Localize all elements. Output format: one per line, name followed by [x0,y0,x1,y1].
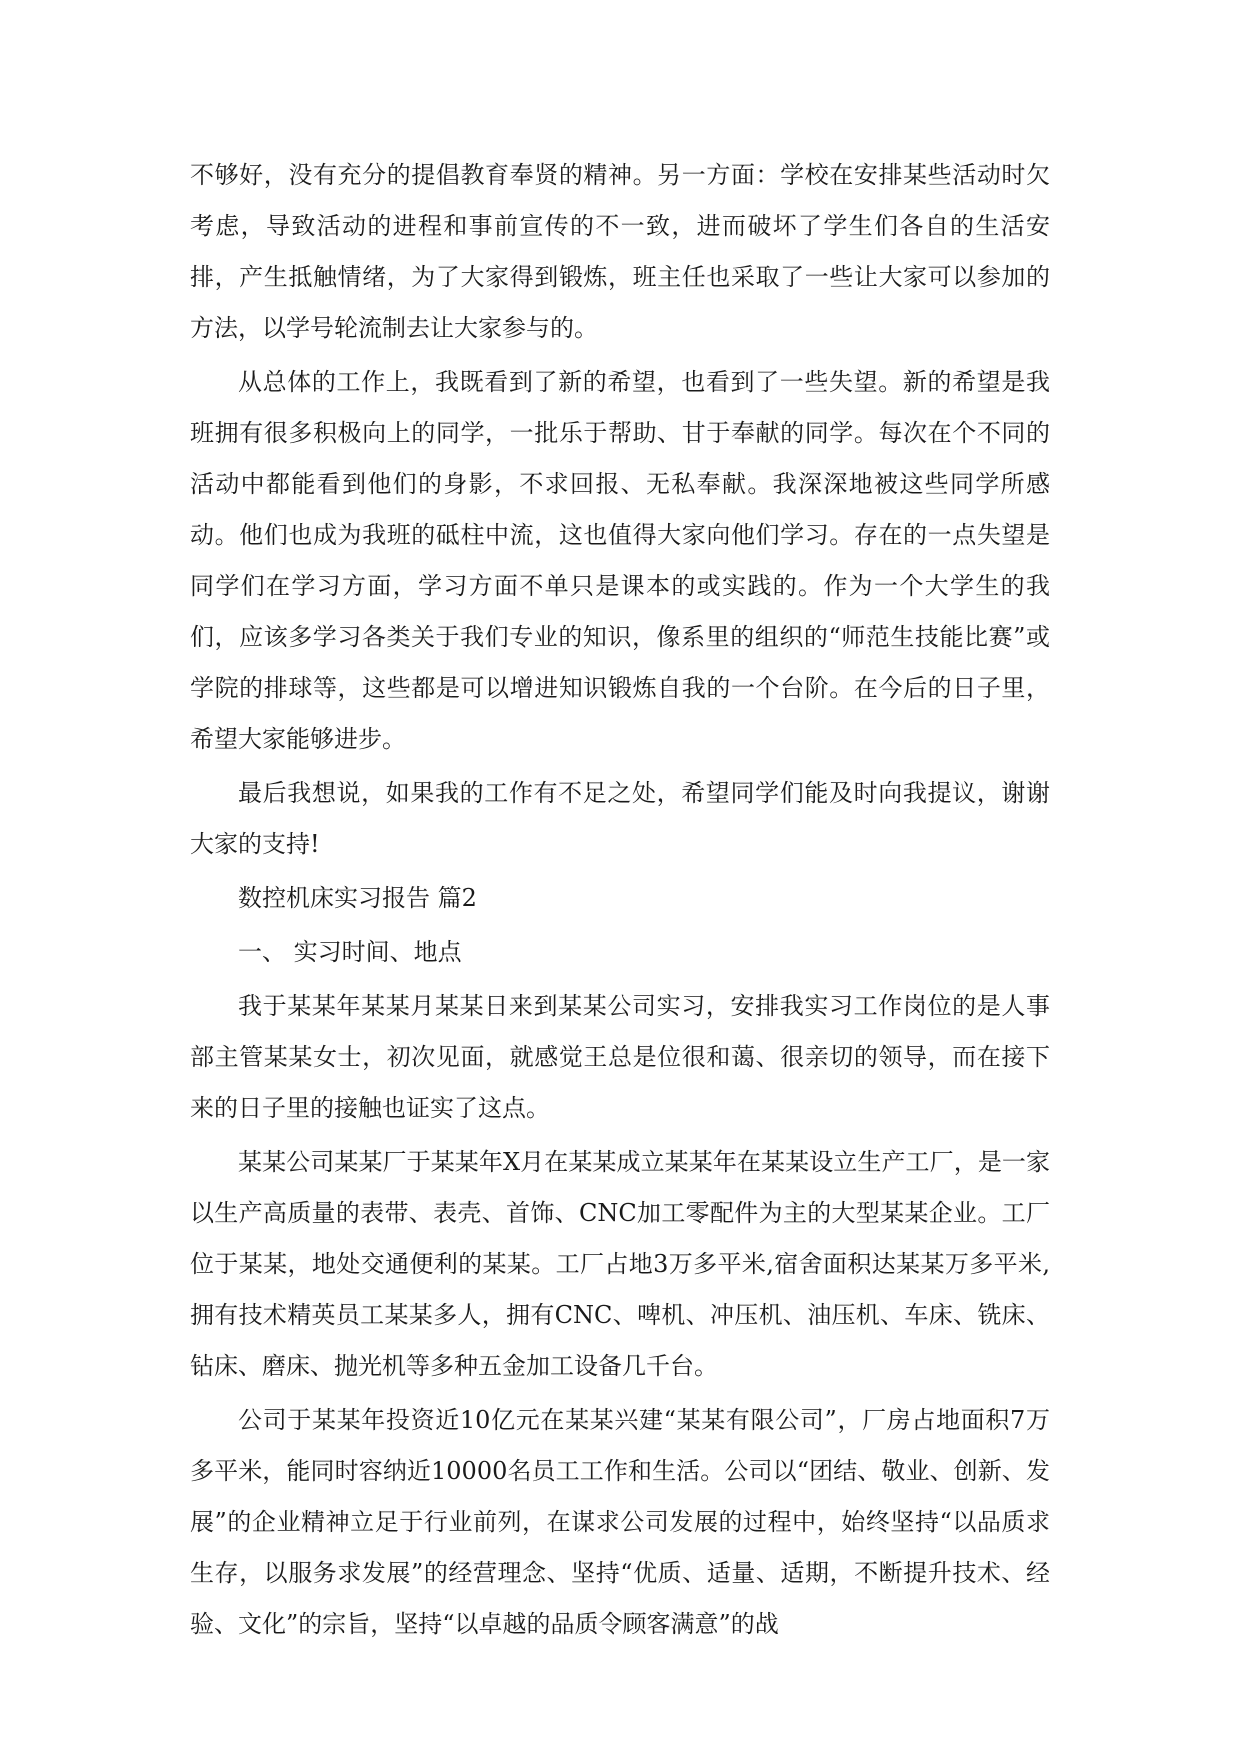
paragraph-company-factory: 某某公司某某厂于某某年X月在某某成立某某年在某某设立生产工厂，是一家以生产高质量的表带、表壳、首饰、CNC加工零配件为主的大型某某企业。工厂位于某某，地处交通便利的某某。工厂占地3万多平米,宿舍面积达某某万多平米,拥有技术精英员工某某多人，拥有CNC、啤机、冲压机、油压机、车床、铣床、钻床、磨床、抛光机等多种五金加工设备几千台。 [190,1148,1050,1380]
paragraph-overall-work: 从总体的工作上，我既看到了新的希望，也看到了一些失望。新的希望是我班拥有很多积极向上的同学，一批乐于帮助、甘于奉献的同学。每次在个不同的活动中都能看到他们的身影，不求回报、无私奉献。我深深地被这些同学所感动。他们也成为我班的砥柱中流，这也值得大家向他们学习。存在的一点失望是同学们在学习方面，学习方面不单只是课本的或实践的。作为一个大学生的我们，应该多学习各类关于我们专业的知识，像系里的组织的“师范生技能比赛”或学院的排球等，这些都是可以增进知识锻炼自我的一个台阶。在今后的日子里，希望大家能够进步。 [190,368,1050,753]
section-title: 数控机床实习报告 篇2 [238,884,477,912]
section-heading-time-place: 一、 实习时间、地点 [238,938,462,966]
document-page [190,150,1050,1650]
paragraph-company-investment: 公司于某某年投资近10亿元在某某兴建“某某有限公司”，厂房占地面积7万多平米，能同时容纳近10000名员工工作和生活。公司以“团结、敬业、创新、发展”的企业精神立足于行业前列，在谋求公司发展的过程中，始终坚持“以品质求生存，以服务求发展”的经营理念、坚持“优质、适量、适期，不断提升技术、经验、文化”的宗旨，坚持“以卓越的品质令顾客满意”的战 [190,1406,1050,1638]
paragraph-continuation: 不够好，没有充分的提倡教育奉贤的精神。另一方面：学校在安排某些活动时欠考虑，导致活动的进程和事前宣传的不一致，进而破坏了学生们各自的生活安排，产生抵触情绪，为了大家得到锻炼，班主任也采取了一些让大家可以参加的方法，以学号轮流制去让大家参与的。 [190,161,1050,342]
paragraph-arrival: 我于某某年某某月某某日来到某某公司实习，安排我实习工作岗位的是人事部主管某某女士，初次见面，就感觉王总是位很和蔼、很亲切的领导，而在接下来的日子里的接触也证实了这点。 [190,992,1050,1122]
paragraph-closing: 最后我想说，如果我的工作有不足之处，希望同学们能及时向我提议，谢谢大家的支持! [190,779,1050,858]
